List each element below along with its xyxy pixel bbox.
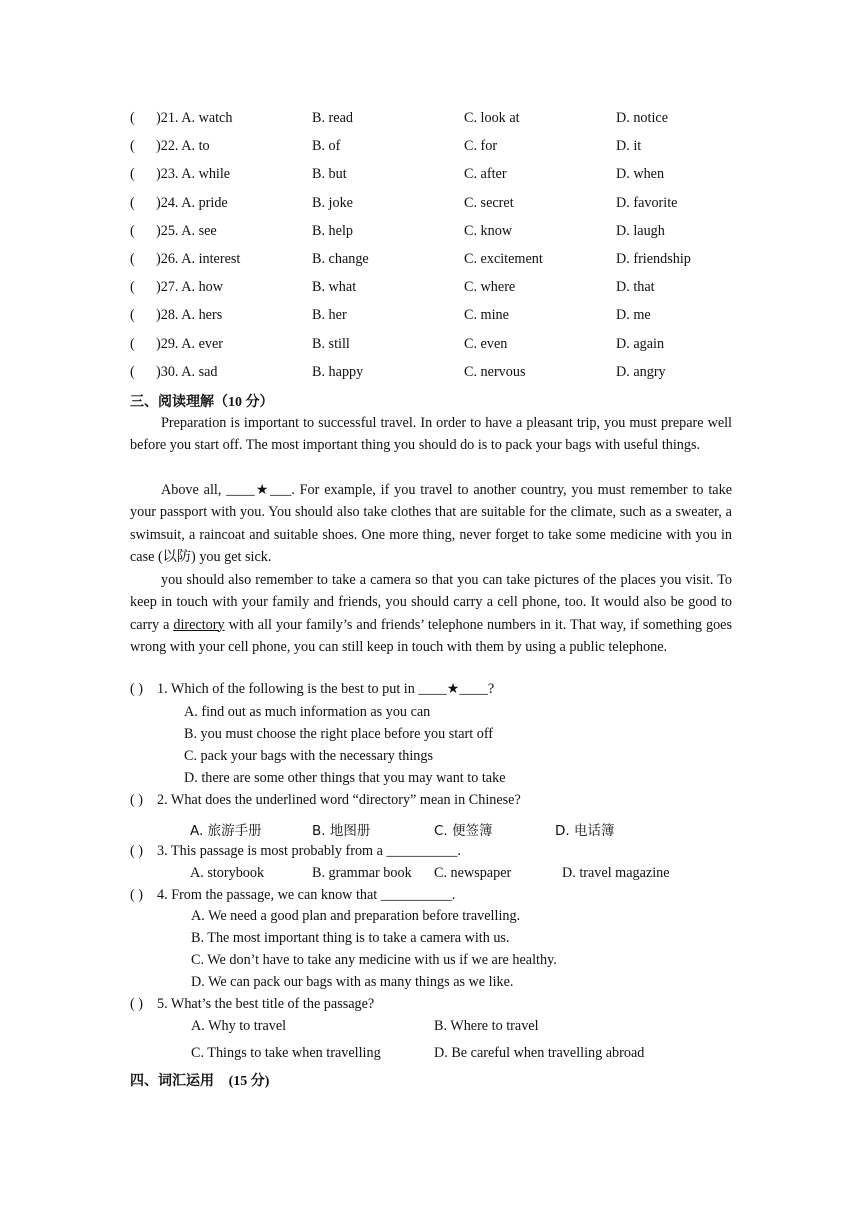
question-number: 25 [160, 222, 175, 239]
cloze-question-row [130, 223, 730, 243]
answer-paren-open[interactable]: ( [130, 110, 135, 126]
section-3-heading [130, 391, 274, 411]
passage-paragraph-3 [130, 569, 732, 658]
question-2-option-d: D. 电话簿 [555, 823, 615, 839]
option-c: C. know [464, 222, 513, 239]
answer-paren-close[interactable]: ) [156, 279, 161, 296]
answer-paren-close[interactable]: ) [156, 194, 161, 211]
cloze-question-row [130, 110, 730, 130]
paragraph-3-text-after: with all your family’s and friends’ telephone numbers in it. That way, if something goes wrong with your cell phone, you can still keep in touch with them by using a public telephone. [130, 616, 732, 655]
section-4-title: 四、词汇运用 [130, 1073, 214, 1089]
option-d: D. notice [616, 110, 669, 126]
passage-paragraph-2: Above all, ____★___. For example, if you travel to another country, you must remember to take your passport with you. You should also take clothes that are suitable for the climate, such as a sweater, a swimsuit, a raincoat and suitable shoes. One more thing, never forget to take some medicine with you in case (以防) you get sick. [130, 482, 732, 565]
option-a: A. interest [181, 251, 241, 267]
cloze-question-number-and-option-a [156, 110, 232, 127]
option-d: D. me [616, 307, 651, 324]
option-a: A. pride [181, 194, 228, 211]
question-5-option-a: A. Why to travel [191, 1018, 287, 1034]
number-dot: . [174, 335, 182, 352]
option-c: C. where [464, 279, 516, 296]
question-1-option-a: A. find out as much information as you can [184, 704, 431, 720]
cloze-question-row [130, 195, 730, 215]
section-4-heading [130, 1070, 269, 1090]
option-b: B. of [312, 138, 341, 155]
answer-blank[interactable]: ( ) [130, 887, 143, 903]
answer-paren-open[interactable]: ( [130, 138, 135, 155]
question-number: 21 [160, 110, 175, 126]
option-b: B. joke [312, 194, 353, 211]
section-3-score: （10 分） [214, 395, 274, 410]
option-c: C. nervous [464, 363, 526, 380]
answer-paren-open[interactable]: ( [130, 363, 135, 380]
cloze-question-row [130, 364, 730, 384]
option-c: C. mine [464, 307, 509, 324]
question-4-option-d: D. We can pack our bags with as many things as we like. [191, 974, 514, 990]
option-c: C. look at [464, 110, 520, 126]
question-number: 24 [160, 194, 175, 211]
cloze-question-row [130, 279, 730, 299]
cloze-question-row [130, 166, 730, 186]
question-3-option-b: B. grammar book [312, 865, 412, 881]
section-3-title: 三、阅读理解 [130, 394, 214, 410]
option-d: D. laugh [616, 222, 665, 239]
question-3-option-d: D. travel magazine [562, 865, 670, 881]
answer-paren-open[interactable]: ( [130, 251, 135, 267]
option-a: A. how [181, 279, 224, 296]
answer-paren-open[interactable]: ( [130, 307, 135, 324]
question-1-text: 1. Which of the following is the best to put in ____★____? [157, 681, 495, 697]
cloze-question-number-and-option-a [156, 223, 217, 240]
option-b: B. help [312, 222, 353, 239]
cloze-question-number-and-option-a [156, 336, 223, 353]
answer-paren-open[interactable]: ( [130, 166, 135, 183]
option-d: D. favorite [616, 194, 678, 211]
question-number: 27 [160, 279, 175, 296]
answer-paren-close[interactable]: ) [156, 307, 161, 324]
number-dot: . [174, 110, 182, 126]
option-d: D. it [616, 138, 642, 155]
option-c: C. excitement [464, 251, 543, 267]
question-5-option-b: B. Where to travel [434, 1018, 539, 1034]
question-3-option-a: A. storybook [190, 865, 265, 881]
number-dot: . [174, 138, 182, 155]
answer-paren-open[interactable]: ( [130, 335, 135, 352]
question-1-option-c: C. pack your bags with the necessary things [184, 748, 434, 764]
question-5-option-c: C. Things to take when travelling [191, 1045, 381, 1061]
option-b: B. change [312, 251, 369, 267]
cloze-question-number-and-option-a [156, 195, 228, 212]
question-5-text: 5. What’s the best title of the passage? [157, 996, 375, 1012]
option-c: C. after [464, 166, 507, 183]
question-4-option-a: A. We need a good plan and preparation before travelling. [191, 908, 521, 924]
cloze-question-number-and-option-a [156, 279, 223, 296]
option-d: D. when [616, 166, 665, 183]
option-a: A. while [181, 166, 231, 183]
question-2-text: 2. What does the underlined word “directory” mean in Chinese? [157, 792, 521, 808]
question-2-option-b: B. 地图册 [312, 823, 371, 839]
option-c: C. even [464, 335, 508, 352]
answer-blank[interactable]: ( ) [130, 681, 143, 697]
question-2-option-c: C. 便签簿 [434, 823, 493, 839]
option-b: B. her [312, 307, 347, 324]
cloze-question-number-and-option-a [156, 307, 222, 324]
option-b: B. happy [312, 363, 364, 380]
answer-blank[interactable]: ( ) [130, 996, 143, 1012]
number-dot: . [174, 307, 182, 324]
option-b: B. what [312, 279, 357, 296]
option-c: C. secret [464, 194, 514, 211]
option-d: D. angry [616, 363, 666, 380]
question-1-option-d: D. there are some other things that you may want to take [184, 770, 506, 786]
option-b: B. read [312, 110, 353, 126]
section-4-score: (15 分) [228, 1074, 270, 1089]
answer-blank[interactable]: ( ) [130, 843, 143, 859]
number-dot: . [174, 363, 182, 380]
answer-paren-open[interactable]: ( [130, 279, 135, 296]
number-dot: . [174, 279, 182, 296]
question-number: 23 [160, 166, 175, 183]
question-1-option-b: B. you must choose the right place before you start off [184, 726, 494, 742]
question-5-option-d: D. Be careful when travelling abroad [434, 1045, 645, 1061]
cloze-question-number-and-option-a [156, 166, 230, 183]
answer-paren-close[interactable]: ) [156, 222, 161, 239]
option-c: C. for [464, 138, 498, 155]
answer-paren-close[interactable]: ) [156, 335, 161, 352]
answer-paren-close[interactable]: ) [156, 251, 161, 267]
answer-paren-open[interactable]: ( [130, 222, 135, 239]
answer-paren-close[interactable]: ) [156, 363, 161, 380]
cloze-question-row [130, 251, 730, 271]
option-a: A. to [181, 138, 210, 155]
question-number: 22 [160, 138, 175, 155]
underlined-word-directory: directory [173, 616, 225, 633]
number-dot: . [174, 166, 182, 183]
option-a: A. ever [181, 335, 223, 352]
question-4-text: 4. From the passage, we can know that __________. [157, 887, 456, 903]
cloze-question-row [130, 138, 730, 158]
cloze-question-row [130, 336, 730, 356]
question-3-option-c: C. newspaper [434, 865, 512, 881]
option-a: A. sad [181, 363, 218, 380]
option-a: A. watch [181, 110, 233, 126]
question-number: 29 [160, 335, 175, 352]
question-4-option-c: C. We don’t have to take any medicine with us if we are healthy. [191, 952, 557, 968]
option-b: B. still [312, 335, 350, 352]
paragraph-3-text-before: you should also remember to take a camera so that you can take pictures of the places you visit. To keep in touch with your family and friends, you should carry a cell phone, too. It would also be good to carry a [130, 572, 732, 633]
answer-blank[interactable]: ( ) [130, 792, 143, 808]
question-4-option-b: B. The most important thing is to take a camera with us. [191, 930, 510, 946]
option-a: A. see [181, 222, 217, 239]
option-a: A. hers [181, 307, 223, 324]
cloze-question-number-and-option-a [156, 251, 240, 268]
question-3-text: 3. This passage is most probably from a __________. [157, 843, 461, 859]
answer-paren-close[interactable]: ) [156, 138, 161, 155]
option-b: B. but [312, 166, 347, 183]
answer-paren-open[interactable]: ( [130, 194, 135, 211]
cloze-question-number-and-option-a [156, 138, 210, 155]
option-d: D. friendship [616, 251, 691, 267]
question-number: 28 [160, 307, 175, 324]
option-d: D. again [616, 335, 665, 352]
option-d: D. that [616, 279, 655, 296]
answer-paren-close[interactable]: ) [156, 166, 161, 183]
question-number: 30 [160, 363, 175, 380]
cloze-question-number-and-option-a [156, 364, 218, 381]
question-2-option-a: A. 旅游手册 [190, 823, 262, 839]
cloze-question-row [130, 307, 730, 327]
number-dot: . [174, 251, 182, 267]
question-number: 26 [160, 251, 175, 267]
number-dot: . [174, 194, 182, 211]
passage-paragraph-1: Preparation is important to successful travel. In order to have a pleasant trip, you must prepare well before you start off. The most important thing you should do is to pack your bags with useful things. [130, 415, 732, 454]
number-dot: . [174, 222, 182, 239]
answer-paren-close[interactable]: ) [156, 110, 161, 126]
